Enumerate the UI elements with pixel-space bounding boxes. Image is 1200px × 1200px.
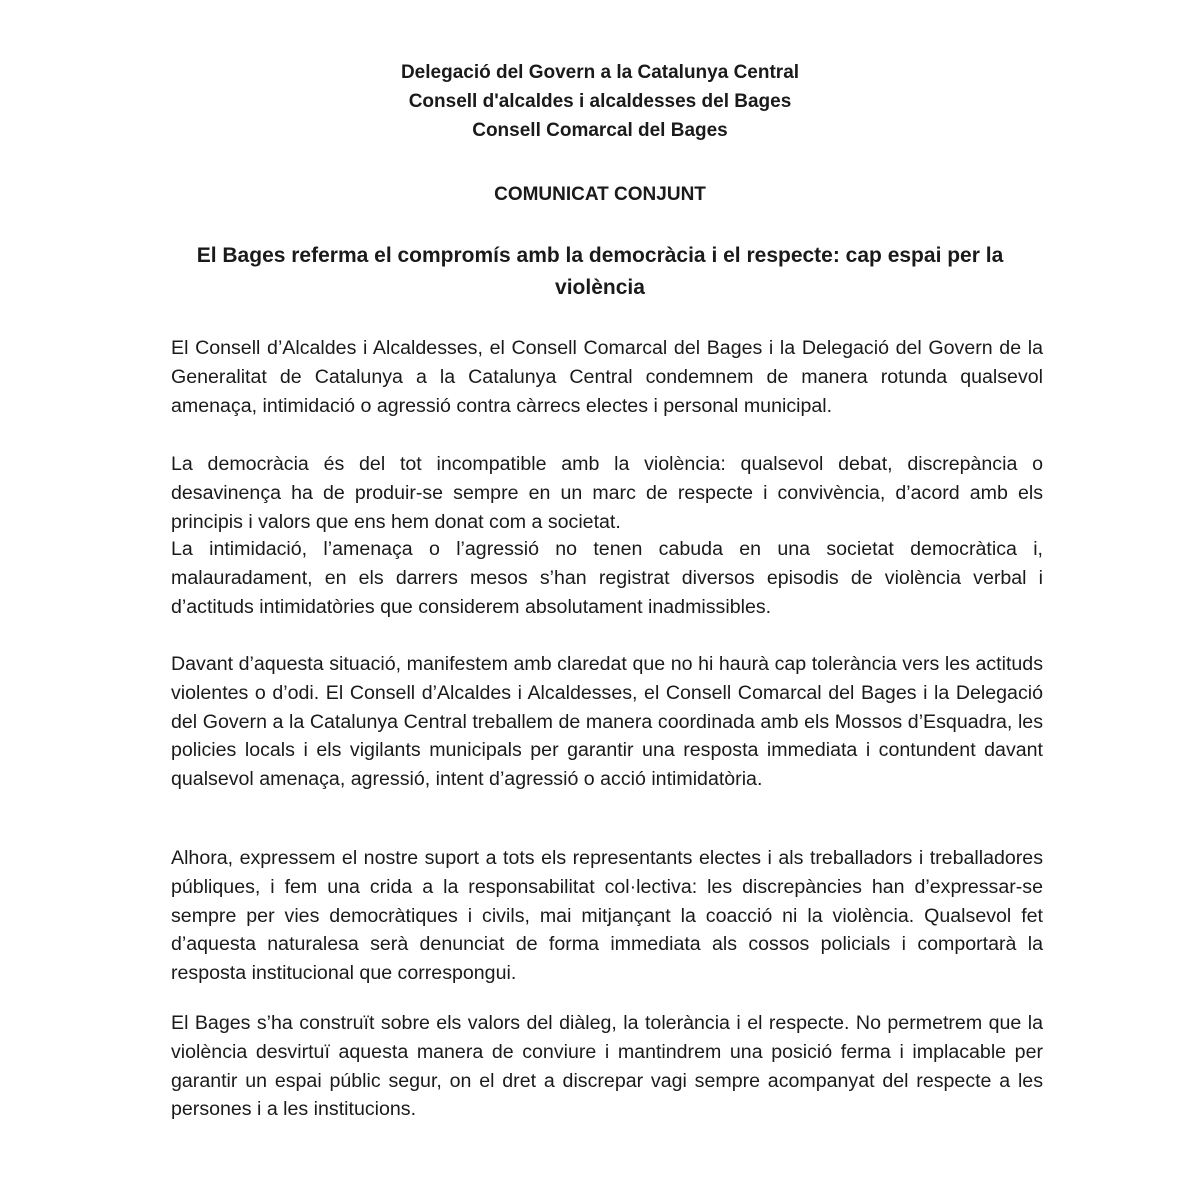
paragraph-values: El Bages s’ha construït sobre els valors del diàleg, la tolerància i el respecte. No permetrem que la violència desvirtuï aquesta manera de conviure i mantindrem una posició ferma i implacable per garantir un espai públic segur, on el dret a discrepar vagi sempre acompanyat del respecte a les persones i a les institucions.: [171, 1012, 1043, 1121]
org-consell-comarcal: Consell Comarcal del Bages: [472, 120, 728, 141]
issuing-organizations: [0, 58, 1200, 145]
paragraph-condemnation: El Consell d’Alcaldes i Alcaldesses, el Consell Comarcal del Bages i la Delegació del Govern de la Generalitat de Catalunya a la Catalunya Central condemnem de manera rotunda qualsevol amenaça, intimidació o agressió contra càrrecs electes i personal municipal.: [171, 337, 1043, 417]
paragraph-support: Alhora, expressem el nostre suport a tots els representants electes i als treballadors i treballadores públiques, i fem una crida a la responsabilitat col·lectiva: les discrepàncies han d’expressar-se sempre per vies democràtiques i civils, mai mitjançant la coacció ni la violència. Qualsevol fet d’aquesta naturalesa serà denunciat de forma immediata als cossos policials i comportarà la resposta institucional que correspongui.: [171, 847, 1043, 985]
page-title: El Bages referma el compromís amb la democràcia i el respecte: cap espai per la violència: [196, 244, 1004, 299]
paragraph-democracy: La democràcia és del tot incompatible amb la violència: qualsevol debat, discrepància o desavinença ha de produir-se sempre en un marc de respecte i convivència, d’acord amb els principis i valors que ens hem donat com a societat.: [171, 453, 1043, 533]
paragraph-intimidation: La intimidació, l’amenaça o l’agressió no tenen cabuda en una societat democràtica i, malauradament, en els darrers mesos s’han registrat diversos episodis de violència verbal i d’actituds intimidatòries que considerem absolutament inadmissibles.: [171, 538, 1043, 618]
paragraph-zero-tolerance: Davant d’aquesta situació, manifestem amb claredat que no hi haurà cap tolerància vers les actituds violentes o d’odi. El Consell d’Alcaldes i Alcaldesses, el Consell Comarcal del Bages i la Delegació del Govern a la Catalunya Central treballem de manera coordinada amb els Mossos d’Esquadra, les policies locals i els vigilants municipals per garantir una resposta immediata i contundent davant qualsevol amenaça, agressió, intent d’agressió o acció intimidatòria.: [171, 653, 1043, 791]
document-type: COMUNICAT CONJUNT: [494, 184, 706, 205]
org-consell-alcaldes: Consell d'alcaldes i alcaldesses del Bages: [408, 91, 792, 112]
org-delegacio-govern: Delegació del Govern a la Catalunya Central: [400, 62, 800, 83]
